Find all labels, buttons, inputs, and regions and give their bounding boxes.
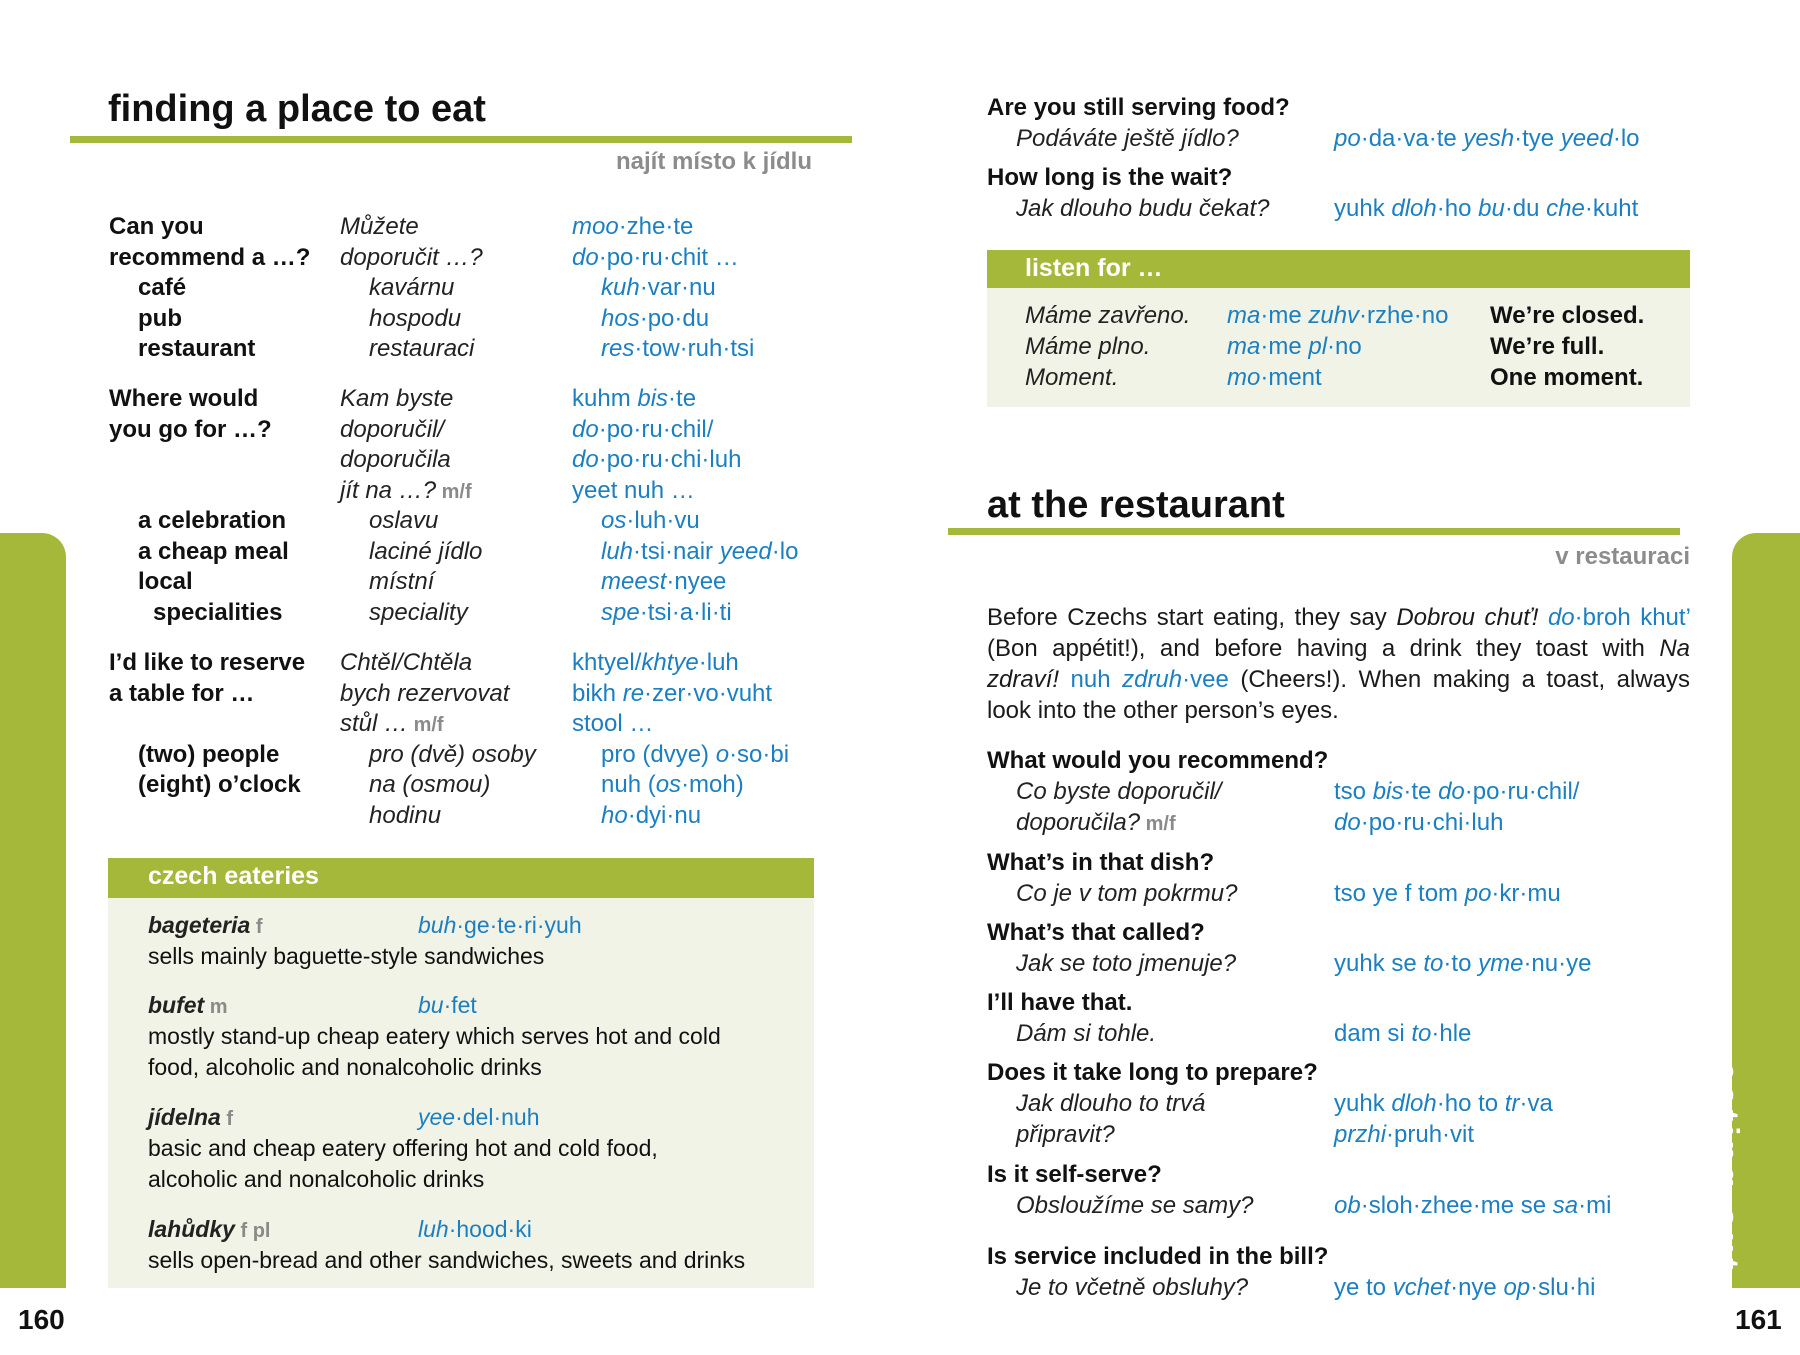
phonetic-segment: che bbox=[1546, 195, 1585, 222]
phonetic-segment: ·mi bbox=[1578, 1192, 1612, 1219]
phrase-czech: Můžete bbox=[340, 213, 419, 240]
phonetic-segment: do bbox=[1334, 809, 1361, 836]
listen-english: We’re closed. bbox=[1490, 302, 1645, 329]
eatery-name: jídelna f bbox=[148, 1104, 234, 1130]
phrase-czech: Podáváte ještě jídlo? bbox=[1016, 125, 1239, 152]
phrase-czech: hospodu bbox=[369, 305, 462, 332]
phrase-czech: Je to včetně obsluhy? bbox=[1016, 1274, 1249, 1301]
intro-text: (Cheers!). When making a toast, always look into the other person’s eyes. bbox=[987, 666, 1690, 724]
phrase-english: you go for …? bbox=[109, 416, 272, 443]
phrase-english: What’s in that dish? bbox=[987, 849, 1215, 876]
phrase-czech: doporučila bbox=[340, 446, 451, 473]
left-side-label: FOOD bbox=[60, 1153, 98, 1268]
phonetic-segment: vchet bbox=[1392, 1274, 1451, 1301]
listen-czech: Moment. bbox=[1025, 364, 1119, 391]
phonetic-segment: yeet nuh … bbox=[572, 477, 695, 504]
phonetic-segment: dloh bbox=[1391, 195, 1437, 222]
phonetic-segment: ·luh·vu bbox=[626, 507, 700, 534]
right-page-number: 161 bbox=[1735, 1304, 1782, 1335]
phonetic-segment: tso ye f tom bbox=[1334, 880, 1465, 907]
gender-marker: m/f bbox=[436, 481, 472, 503]
phonetic-segment: yuhk bbox=[1334, 1090, 1392, 1117]
phrase-english: Can you bbox=[109, 213, 204, 240]
phrase-pronunciation bbox=[1334, 1119, 1474, 1150]
eatery-gender: f bbox=[250, 916, 263, 938]
phrase-english: local bbox=[138, 568, 193, 595]
phrase-english: What’s that called? bbox=[987, 919, 1205, 946]
phonetic-segment: do bbox=[572, 244, 599, 271]
phrase-english: restaurant bbox=[138, 335, 256, 362]
czech-eateries-title: czech eateries bbox=[148, 862, 319, 890]
phrase-english: Are you still serving food? bbox=[987, 94, 1290, 121]
phonetic-segment: yuhk se bbox=[1334, 950, 1424, 977]
phonetic-segment: yee bbox=[418, 1104, 456, 1130]
phonetic-segment: przhi bbox=[1334, 1121, 1387, 1148]
phrase-czech: oslavu bbox=[369, 507, 439, 534]
phonetic-segment: ·no bbox=[1327, 333, 1362, 360]
phonetic-segment: ye to bbox=[1334, 1274, 1393, 1301]
phonetic-segment: kuh bbox=[601, 274, 640, 301]
phonetic-segment: ·slu·hi bbox=[1530, 1274, 1596, 1301]
gender-marker: m/f bbox=[1140, 813, 1176, 835]
phonetic-segment: res bbox=[601, 335, 635, 362]
eatery-gender: f pl bbox=[234, 1220, 271, 1242]
phonetic-segment: ·zer·vo·vuht bbox=[644, 680, 773, 707]
listen-english: We’re full. bbox=[1490, 333, 1605, 360]
phonetic-segment: ·var·nu bbox=[639, 274, 716, 301]
phonetic-segment: hos bbox=[601, 305, 640, 332]
phrase-czech: Co je v tom pokrmu? bbox=[1016, 880, 1238, 907]
phonetic-segment: ·kuht bbox=[1584, 195, 1639, 222]
intro-text: (Bon appétit!), and before having a drink they toast with bbox=[987, 635, 1660, 662]
phonetic-segment: pro (dvye) bbox=[601, 741, 716, 768]
phonetic-segment: luh bbox=[601, 538, 634, 565]
phonetic-segment: ·tye bbox=[1514, 125, 1561, 152]
phonetic-segment: tr bbox=[1504, 1090, 1520, 1117]
right-section-title: at the restaurant bbox=[987, 484, 1285, 526]
phonetic-segment: ob bbox=[1334, 1192, 1361, 1219]
phonetic-segment: ·tsi·a·li·ti bbox=[639, 599, 732, 626]
phrase-czech: Chtěl/Chtěla bbox=[340, 649, 473, 676]
phrase-czech: Obsloužíme se samy? bbox=[1016, 1192, 1254, 1219]
phonetic-segment: to bbox=[1423, 950, 1444, 977]
intro-czech: Na zdraví! bbox=[987, 635, 1690, 693]
phonetic-segment: khtyel/ bbox=[572, 649, 642, 676]
phonetic-segment: ma bbox=[1227, 333, 1261, 360]
intro-pronunciation: ·broh khut’ bbox=[1574, 604, 1691, 631]
phonetic-segment: moo bbox=[572, 213, 619, 240]
phonetic-segment: do bbox=[1438, 778, 1465, 805]
phonetic-segment: ·fet bbox=[443, 992, 477, 1018]
intro-czech: Dobrou chuť! bbox=[1396, 604, 1539, 631]
phonetic-segment: ma bbox=[1227, 302, 1261, 329]
eatery-gender: f bbox=[220, 1108, 234, 1130]
listen-for-title: listen for … bbox=[1025, 254, 1163, 282]
phonetic-segment: ·tow·ruh·tsi bbox=[634, 335, 755, 362]
phonetic-segment: ·ho bbox=[1436, 195, 1479, 222]
right-side-label: eating out bbox=[1707, 1062, 1745, 1275]
phonetic-segment: spe bbox=[601, 599, 640, 626]
phrase-english: How long is the wait? bbox=[987, 164, 1233, 191]
eatery-gender: m bbox=[204, 996, 228, 1018]
phonetic-segment: yeed bbox=[1560, 125, 1613, 152]
eatery-description: basic and cheap eatery offering hot and cold food, bbox=[148, 1135, 658, 1161]
listen-czech: Máme zavřeno. bbox=[1025, 302, 1191, 329]
phonetic-segment: yuhk bbox=[1334, 195, 1392, 222]
phrase-english: a cheap meal bbox=[138, 538, 289, 565]
phonetic-segment: ·da·va·te bbox=[1360, 125, 1464, 152]
phrase-czech: Jak dlouho budu čekat? bbox=[1016, 195, 1270, 222]
phonetic-segment: ·del·nuh bbox=[455, 1104, 540, 1130]
phrase-pronunciation bbox=[1334, 1088, 1553, 1119]
phonetic-segment: tso bbox=[1334, 778, 1373, 805]
left-page-number: 160 bbox=[18, 1304, 65, 1335]
phrase-english: café bbox=[138, 274, 187, 301]
eatery-description: sells open-bread and other sandwiches, sweets and drinks bbox=[148, 1247, 746, 1273]
phonetic-segment: stool … bbox=[572, 710, 654, 737]
phonetic-segment: meest bbox=[601, 568, 667, 595]
phonetic-segment: bikh bbox=[572, 680, 623, 707]
phrase-czech: připravit? bbox=[1016, 1121, 1115, 1148]
phonetic-segment: nuh ( bbox=[601, 771, 656, 798]
phonetic-segment: ·kr·mu bbox=[1491, 880, 1561, 907]
eatery-name: bufet m bbox=[148, 992, 228, 1018]
phonetic-segment: khtye bbox=[641, 649, 699, 676]
phonetic-segment: po bbox=[1464, 880, 1492, 907]
phrase-czech: Jak dlouho to trvá bbox=[1016, 1090, 1206, 1117]
eatery-description: food, alcoholic and nonalcoholic drinks bbox=[148, 1054, 542, 1080]
phonetic-segment: bu bbox=[1478, 195, 1505, 222]
eatery-description: sells mainly baguette-style sandwiches bbox=[148, 943, 545, 969]
phonetic-segment: ·sloh·zhee·me se bbox=[1360, 1192, 1553, 1219]
phrase-czech: kavárnu bbox=[369, 274, 455, 301]
listen-czech: Máme plno. bbox=[1025, 333, 1151, 360]
phonetic-segment: ·po·ru·chil/ bbox=[1464, 778, 1580, 805]
phonetic-segment: ·me bbox=[1260, 333, 1309, 360]
phrase-pronunciation bbox=[1334, 948, 1591, 979]
phrase-english: (eight) o’clock bbox=[138, 771, 301, 798]
phrase-english: I’ll have that. bbox=[987, 989, 1133, 1016]
phonetic-segment: ·po·ru·chit … bbox=[598, 244, 739, 271]
eatery-name: bageteria f bbox=[148, 912, 263, 938]
phonetic-segment: ·so·bi bbox=[729, 741, 790, 768]
intro-text: Before Czechs start eating, they say bbox=[987, 604, 1397, 631]
phonetic-segment: ·po·ru·chil/ bbox=[598, 416, 714, 443]
phonetic-segment: ·luh bbox=[698, 649, 739, 676]
intro-pronunciation: do bbox=[1547, 604, 1575, 631]
phrase-pronunciation bbox=[1334, 776, 1579, 807]
phrase-english: pub bbox=[138, 305, 182, 332]
phrase-czech: doporučil/ bbox=[340, 416, 445, 443]
phrase-english: I’d like to reserve bbox=[109, 649, 306, 676]
left-section-title: finding a place to eat bbox=[108, 88, 486, 130]
phonetic-segment: mo bbox=[1227, 364, 1261, 391]
phrase-czech: doporučit …? bbox=[340, 244, 483, 271]
phonetic-segment: po bbox=[1334, 125, 1361, 152]
phonetic-segment: ·du bbox=[1504, 195, 1547, 222]
phonetic-segment: buh bbox=[418, 912, 457, 938]
phrase-pronunciation bbox=[1334, 1190, 1611, 1221]
phrase-english: Is service included in the bill? bbox=[987, 1243, 1329, 1270]
phonetic-segment: os bbox=[655, 771, 682, 798]
phrase-czech: na (osmou) bbox=[369, 771, 491, 798]
phrase-english: Is it self-serve? bbox=[987, 1161, 1162, 1188]
phonetic-segment: ·to bbox=[1443, 950, 1479, 977]
phrase-english: (two) people bbox=[138, 741, 280, 768]
phrase-czech: jít na …? m/f bbox=[340, 477, 472, 504]
phonetic-segment: ·po·ru·chi·luh bbox=[1360, 809, 1504, 836]
phonetic-segment: ·nye bbox=[1450, 1274, 1504, 1301]
phonetic-segment: ·hle bbox=[1431, 1020, 1472, 1047]
phrase-english: recommend a …? bbox=[109, 244, 311, 271]
phrase-czech: Co byste doporučil/ bbox=[1016, 778, 1222, 805]
phonetic-segment: sa bbox=[1552, 1192, 1579, 1219]
phonetic-segment: yeed bbox=[719, 538, 772, 565]
phonetic-segment: ·moh) bbox=[681, 771, 744, 798]
phonetic-segment: os bbox=[601, 507, 627, 534]
phrase-czech: Kam byste bbox=[340, 385, 454, 412]
intro-pronunciation: zdruh bbox=[1122, 666, 1183, 693]
phonetic-segment: luh bbox=[418, 1216, 449, 1242]
phonetic-segment: bis bbox=[1372, 778, 1404, 805]
phrase-english: specialities bbox=[153, 599, 283, 626]
phrase-czech: speciality bbox=[369, 599, 468, 626]
phonetic-segment: ·nu·ye bbox=[1523, 950, 1592, 977]
phonetic-segment: do bbox=[572, 446, 599, 473]
phonetic-segment: dam si bbox=[1334, 1020, 1412, 1047]
phonetic-segment: ·ment bbox=[1260, 364, 1322, 391]
eatery-description: alcoholic and nonalcoholic drinks bbox=[148, 1166, 485, 1192]
phonetic-segment: to bbox=[1411, 1020, 1432, 1047]
phonetic-segment: re bbox=[622, 680, 645, 707]
intro-pronunciation: nuh bbox=[1070, 666, 1123, 693]
phrase-czech: stůl … m/f bbox=[340, 710, 444, 737]
phonetic-segment: ·te bbox=[668, 385, 697, 412]
phonetic-segment: kuhm bbox=[572, 385, 638, 412]
phrase-czech: restauraci bbox=[369, 335, 475, 362]
phonetic-segment: zuhv bbox=[1308, 302, 1360, 329]
phonetic-segment: pl bbox=[1308, 333, 1328, 360]
phonetic-segment: ho bbox=[601, 802, 628, 829]
gender-marker: m/f bbox=[408, 714, 444, 736]
phrase-english: What would you recommend? bbox=[987, 747, 1329, 774]
phrase-english: Does it take long to prepare? bbox=[987, 1059, 1318, 1086]
phrase-czech: bych rezervovat bbox=[340, 680, 510, 707]
phonetic-segment: ·lo bbox=[1612, 125, 1640, 152]
phonetic-segment: ·hood·ki bbox=[448, 1216, 532, 1242]
eatery-name: lahůdky f pl bbox=[148, 1216, 271, 1242]
phrase-english: a celebration bbox=[138, 507, 287, 534]
phonetic-segment: yesh bbox=[1463, 125, 1515, 152]
phonetic-segment: ·nyee bbox=[666, 568, 727, 595]
phonetic-segment: bis bbox=[637, 385, 669, 412]
phonetic-segment: do bbox=[572, 416, 599, 443]
phonetic-segment: ·lo bbox=[771, 538, 799, 565]
phonetic-segment: ·va bbox=[1519, 1090, 1553, 1117]
listen-english: One moment. bbox=[1490, 364, 1644, 391]
phrase-czech: laciné jídlo bbox=[369, 538, 483, 565]
phrase-czech: Jak se toto jmenuje? bbox=[1016, 950, 1237, 977]
phrase-czech: doporučila? m/f bbox=[1016, 809, 1176, 836]
phonetic-segment: op bbox=[1503, 1274, 1531, 1301]
phonetic-segment: ·rzhe·no bbox=[1359, 302, 1449, 329]
phonetic-segment: bu bbox=[418, 992, 444, 1018]
phrase-pronunciation bbox=[1334, 1272, 1595, 1303]
phonetic-segment: ·zhe·te bbox=[618, 213, 694, 240]
phrase-english: a table for … bbox=[109, 680, 255, 707]
phonetic-segment: ·pruh·vit bbox=[1386, 1121, 1475, 1148]
phrase-czech: Dám si tohle. bbox=[1016, 1020, 1157, 1047]
phonetic-segment: ·ho to bbox=[1436, 1090, 1505, 1117]
phrase-pronunciation bbox=[1334, 878, 1561, 909]
phrase-pronunciation bbox=[1334, 1018, 1471, 1049]
phonetic-segment: ·po·ru·chi·luh bbox=[598, 446, 742, 473]
phonetic-segment: ·me bbox=[1260, 302, 1309, 329]
phrase-czech: hodinu bbox=[369, 802, 442, 829]
right-section-subtitle: v restauraci bbox=[1555, 543, 1690, 570]
phonetic-segment: ·po·du bbox=[639, 305, 710, 332]
phonetic-segment: o bbox=[715, 741, 730, 768]
phonetic-segment: ·ge·te·ri·yuh bbox=[456, 912, 582, 938]
phonetic-segment: yme bbox=[1478, 950, 1524, 977]
eatery-description: mostly stand-up cheap eatery which serves hot and cold bbox=[148, 1023, 721, 1049]
left-section-subtitle: najít místo k jídlu bbox=[615, 148, 812, 175]
phonetic-segment: dloh bbox=[1391, 1090, 1437, 1117]
phonetic-segment: ·tsi·nair bbox=[633, 538, 720, 565]
phrase-pronunciation bbox=[1334, 807, 1503, 838]
phrase-czech: pro (dvě) osoby bbox=[369, 741, 536, 768]
phonetic-segment: ·te bbox=[1403, 778, 1439, 805]
intro-pronunciation: ·vee bbox=[1182, 666, 1229, 693]
phonetic-segment: ·dyi·nu bbox=[627, 802, 702, 829]
phrase-czech: místní bbox=[369, 568, 435, 595]
phrase-english: Where would bbox=[109, 385, 259, 412]
